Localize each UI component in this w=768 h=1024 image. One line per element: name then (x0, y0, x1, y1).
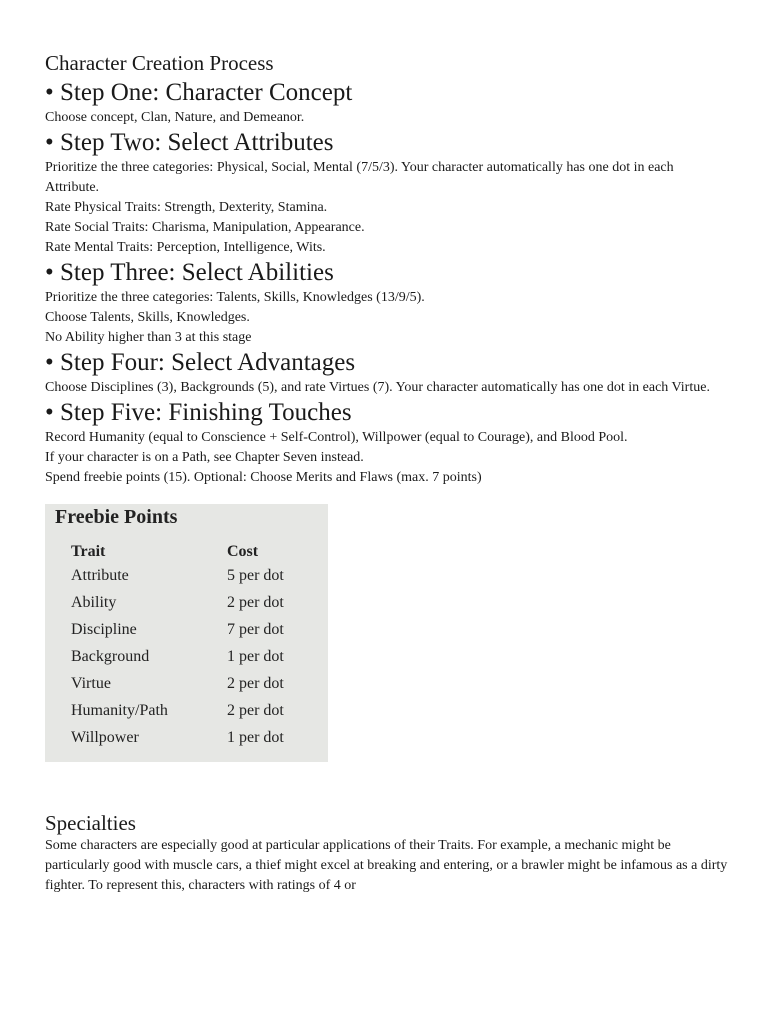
step-one-line: Choose concept, Clan, Nature, and Demeanor. (45, 110, 305, 125)
cost-column-header: Cost (227, 543, 259, 560)
step-three (45, 258, 730, 348)
cost-cell: 1 per dot (227, 728, 284, 746)
freebie-points-table (71, 542, 317, 751)
trait-cell: Background (71, 647, 150, 665)
cost-cell: 2 per dot (227, 701, 284, 719)
step-two-line: Rate Physical Traits: Strength, Dexterity, Stamina. (45, 200, 328, 215)
step-two (45, 128, 730, 258)
trait-cell: Discipline (71, 620, 137, 638)
step-five-line: Record Humanity (equal to Conscience + Self-Control), Willpower (equal to Courage), and Blood Pool. (45, 430, 628, 445)
cost-cell: 2 per dot (227, 674, 284, 692)
step-five-line: If your character is on a Path, see Chapter Seven instead. (45, 450, 364, 465)
step-one-heading: • Step One: Character Concept (45, 79, 353, 106)
trait-cell: Virtue (71, 674, 111, 692)
cost-cell: 5 per dot (227, 566, 284, 584)
step-three-line: Choose Talents, Skills, Knowledges. (45, 310, 250, 325)
step-one (45, 78, 730, 128)
step-two-line: Rate Social Traits: Charisma, Manipulation, Appearance. (45, 220, 365, 235)
step-two-heading: • Step Two: Select Attributes (45, 129, 334, 156)
step-three-heading: • Step Three: Select Abilities (45, 259, 334, 286)
table-row (71, 589, 317, 616)
specialties-text: Some characters are especially good at particular applications of their Traits. For example, a mechanic might be particularly good with muscle cars, a thief might excel at breaking and entering, or a brawler might be infamous as a dirty fighter. To represent this, characters with ratings of 4 or (45, 838, 728, 893)
cost-cell: 2 per dot (227, 593, 284, 611)
table-row (71, 643, 317, 670)
step-five-heading: • Step Five: Finishing Touches (45, 399, 352, 426)
step-two-line: Prioritize the three categories: Physical, Social, Mental (7/5/3). Your character automatically has one dot in each Attribute. (45, 160, 674, 195)
trait-column-header: Trait (71, 543, 106, 560)
specialties-heading: Specialties (45, 811, 136, 835)
trait-cell: Willpower (71, 728, 139, 746)
step-two-line: Rate Mental Traits: Perception, Intelligence, Wits. (45, 240, 326, 255)
step-four-line: Choose Disciplines (3), Backgrounds (5), and rate Virtues (7). Your character automatically has one dot in each Virtue. (45, 380, 710, 395)
cost-cell: 7 per dot (227, 620, 284, 638)
table-row (71, 562, 317, 589)
step-five (45, 398, 730, 488)
step-four (45, 348, 730, 398)
freebie-points-title: Freebie Points (55, 506, 178, 528)
trait-cell: Attribute (71, 566, 129, 584)
step-five-line: Spend freebie points (15). Optional: Choose Merits and Flaws (max. 7 points) (45, 470, 482, 485)
table-row (71, 697, 317, 724)
table-row (71, 616, 317, 643)
trait-cell: Humanity/Path (71, 701, 168, 719)
document-title: Character Creation Process (45, 51, 274, 75)
document-page (45, 50, 730, 896)
freebie-points-image (45, 504, 328, 762)
table-row (71, 670, 317, 697)
step-three-line: No Ability higher than 3 at this stage (45, 330, 252, 345)
trait-cell: Ability (71, 593, 117, 611)
section-spacer (45, 762, 730, 810)
table-header-row (71, 542, 317, 562)
table-row (71, 724, 317, 751)
cost-cell: 1 per dot (227, 647, 284, 665)
specialties-section (45, 810, 730, 896)
step-four-heading: • Step Four: Select Advantages (45, 349, 356, 376)
step-three-line: Prioritize the three categories: Talents, Skills, Knowledges (13/9/5). (45, 290, 425, 305)
